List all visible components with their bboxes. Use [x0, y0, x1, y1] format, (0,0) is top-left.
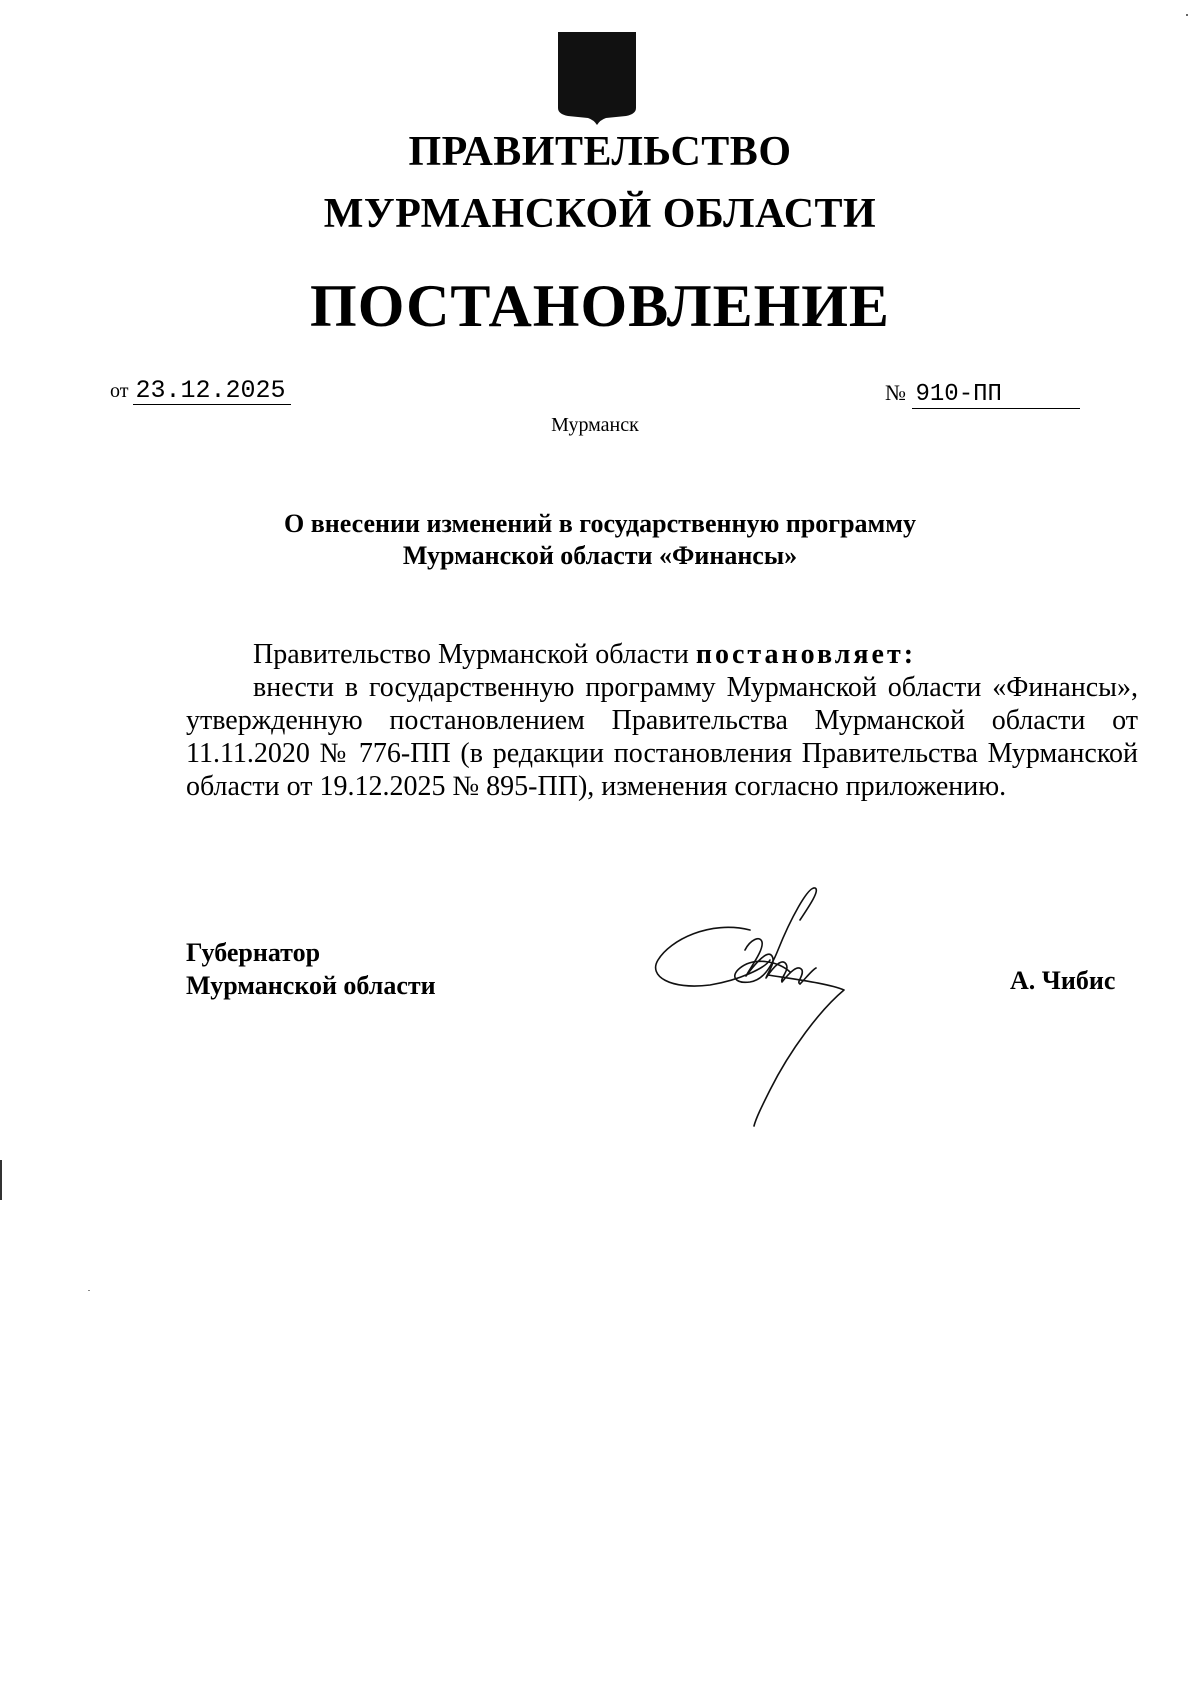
- scan-speck: [88, 1290, 90, 1291]
- signatory-name: А. Чибис: [1010, 966, 1116, 995]
- number-prefix: №: [885, 380, 906, 405]
- coat-of-arms-icon: [556, 30, 638, 126]
- scan-speck: [1186, 14, 1188, 16]
- resolution-verb: постановляет:: [695, 639, 917, 670]
- document-body: [186, 638, 1138, 803]
- org-name-line-1: ПРАВИТЕЛЬСТВО: [408, 129, 792, 175]
- scan-edge-mark: [0, 1160, 2, 1200]
- handwritten-signature-icon: [650, 880, 900, 1130]
- date-field: [110, 378, 291, 405]
- document-number: 910-ПП: [912, 382, 1080, 409]
- number-field: [885, 380, 1080, 409]
- city-name: Мурманск: [551, 414, 639, 436]
- resolution-text-paragraph: внести в государственную программу Мурманской области «Финансы», утвержденную постановлением Правительства Мурманской области от 11.11.2020 № 776-ПП (в редакции постановления Правительства Мурманской области от 19.12.2025 № 895-ПП), изменения согласно приложению.: [186, 672, 1138, 802]
- resolution-lead-text: Правительство Мурманской области: [253, 639, 696, 670]
- resolution-lead-paragraph: [186, 638, 1138, 671]
- org-name-line-2: МУРМАНСКОЙ ОБЛАСТИ: [323, 191, 877, 237]
- subject-line-1: О внесении изменений в государственную программу: [284, 509, 916, 538]
- signatory-title: [186, 936, 436, 1002]
- document-type-title: ПОСТАНОВЛЕНИЕ: [310, 273, 890, 339]
- document-date: 23.12.2025: [133, 378, 291, 405]
- subject-line-2: Мурманской области «Финансы»: [402, 541, 798, 570]
- signatory-title-line-2: Мурманской области: [186, 971, 436, 1000]
- signatory-title-line-1: Губернатор: [186, 938, 321, 967]
- date-prefix: от: [110, 380, 129, 402]
- document-subject: [0, 508, 1200, 572]
